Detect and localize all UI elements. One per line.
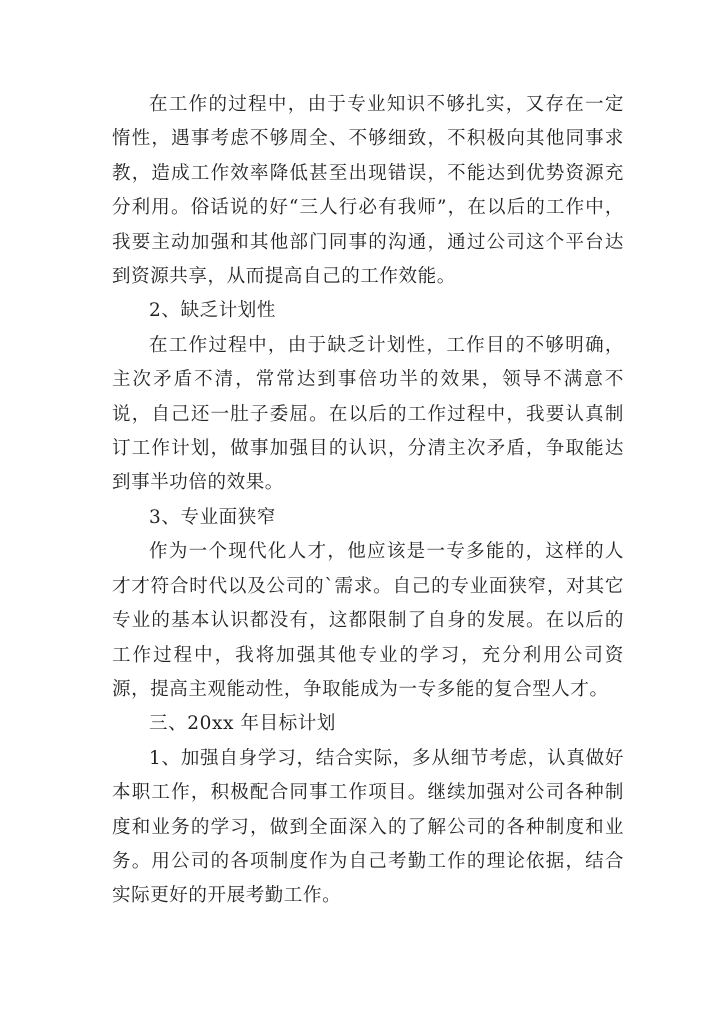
body-paragraph: 1、加强自身学习，结合实际，多从细节考虑，认真做好本职工作，积极配合同事工作项目。继续加强对公司各种制度和业务的学习，做到全面深入的了解公司的各种制度和业务。用公司的各项制度作为自己考勤工作的理论依据，结合实际更好的开展考勤工作。 [112, 747, 624, 907]
section-heading: 2、缺乏计划性 [149, 300, 276, 322]
section-heading: 三、20xx 年目标计划 [149, 713, 336, 735]
body-paragraph: 作为一个现代化人才，他应该是一专多能的，这样的人才才符合时代以及公司的`需求。自己的专业面狭窄，对其它专业的基本认识都没有，这都限制了自身的发展。在以后的工作过程中，我将加强其他专业的学习，充分利用公司资源，提高主观能动性，争取能成为一专多能的复合型人才。 [112, 541, 624, 700]
body-paragraph: 在工作的过程中，由于专业知识不够扎实，又存在一定惰性，遇事考虑不够周全、不够细致，不积极向其他同事求教，造成工作效率降低甚至出现错误，不能达到优势资源充分利用。俗话说的好“三人行必有我师”，在以后的工作中，我要主动加强和其他部门同事的沟通，通过公司这个平台达到资源共享，从而提高自己的工作效能。 [112, 94, 624, 288]
body-paragraph: 在工作过程中，由于缺乏计划性，工作目的不够明确，主次矛盾不清，常常达到事倍功半的效果，领导不满意不说，自己还一肚子委屈。在以后的工作过程中，我要认真制订工作计划，做事加强目的认识，分清主次矛盾，争取能达到事半功倍的效果。 [112, 334, 624, 494]
section-heading: 3、专业面狭窄 [149, 506, 276, 528]
document-body [112, 88, 624, 914]
